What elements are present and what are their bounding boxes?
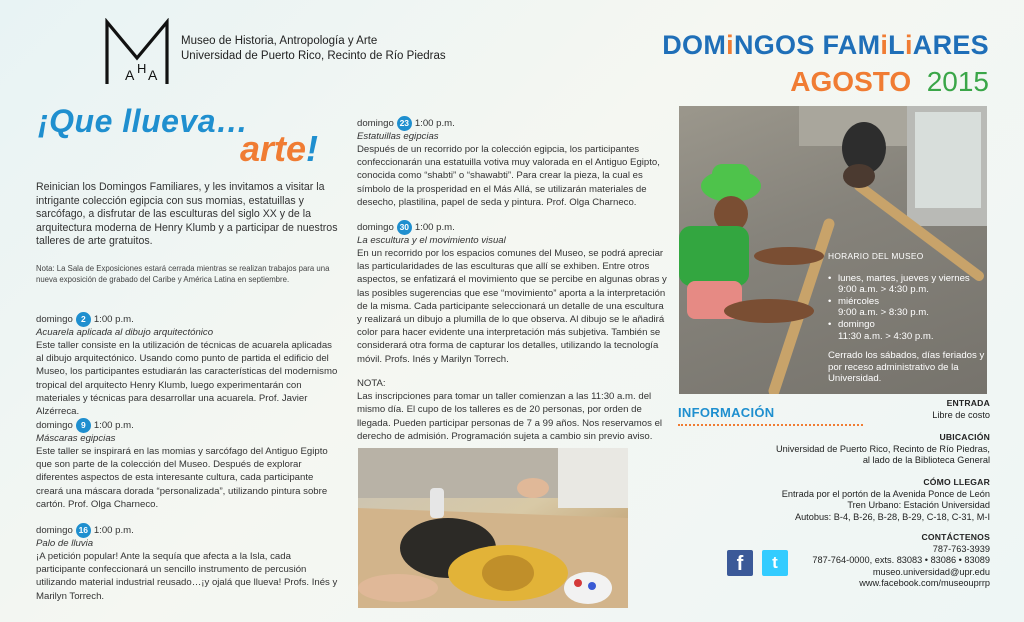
day-badge: 9 xyxy=(76,418,91,433)
day-badge: 30 xyxy=(397,220,412,235)
hours-heading: HORARIO DEL MUSEO xyxy=(828,251,924,261)
museum-hours xyxy=(828,251,988,385)
headline-line1: ¡Que llueva… xyxy=(38,103,249,139)
hours-item: • lunes, martes, jueves y viernes xyxy=(828,272,970,284)
ubicacion-line1: Universidad de Puerto Rico, Recinto de Río Piedras, xyxy=(776,443,990,454)
llegar-line2: Tren Urbano: Estación Universidad xyxy=(847,500,990,511)
series-title-part: ARES xyxy=(912,30,989,60)
series-title-accent: i xyxy=(726,30,734,60)
hours-item: • domingo xyxy=(828,318,875,330)
session-time: 1:00 p.m. xyxy=(93,525,134,536)
session-time: 1:00 p.m. xyxy=(414,118,455,129)
hours-time: 9:00 a.m. > 4:30 p.m. xyxy=(838,284,929,296)
series-title-part: L xyxy=(888,30,905,60)
info-divider xyxy=(678,424,863,426)
session-aug-30 xyxy=(357,220,667,366)
day-badge: 16 xyxy=(76,523,91,538)
series-title-part: NGOS FAM xyxy=(733,30,881,60)
session-aug-9 xyxy=(36,418,342,511)
session-prefix: domingo xyxy=(36,314,73,325)
series-title xyxy=(611,30,989,61)
series-title-accent: i xyxy=(880,30,889,60)
hours-item: • miércoles xyxy=(828,295,880,307)
month: AGOSTO xyxy=(790,66,912,97)
intro-paragraph: Reinician los Domingos Familiares, y les invitamos a visitar la intrigante colección egipcia con sus momias, estatuillas y sarcófago, a disfrutar de las esculturas del siglo XX y de la arquitectura moderna de Henry Klumb y a participar de nuestros talleres de arte gratuitos. xyxy=(36,181,338,248)
llegar-line3: Autobus: B-4, B-26, B-28, B-29, C-18, C-31, M-I xyxy=(794,511,990,522)
series-title-accent: i xyxy=(904,30,913,60)
photo-bottom-illustration xyxy=(358,448,628,608)
info-como-llegar xyxy=(782,477,990,523)
session-aug-2 xyxy=(36,312,342,418)
session-title: Máscaras egipcias xyxy=(36,433,116,444)
session-title: Estatuillas egipcias xyxy=(357,131,439,142)
llegar-line1: Entrada por el portón de la Avenida Ponce de León xyxy=(781,488,990,499)
entrada-value: Libre de costo xyxy=(932,409,990,420)
logo-letter-h: H xyxy=(137,61,147,76)
ubicacion-line2: al lado de la Biblioteca General xyxy=(862,455,990,466)
museum-name-line2: Universidad de Puerto Rico, Recinto de Río Piedras xyxy=(181,50,446,62)
headline-exclamation: ! xyxy=(306,128,319,169)
headline-arte: arte xyxy=(240,128,307,169)
twitter-icon[interactable]: t xyxy=(762,550,788,576)
session-prefix: domingo xyxy=(36,525,73,536)
logo-letter-a1: A xyxy=(125,67,135,83)
facebook-icon[interactable]: f xyxy=(727,550,753,576)
month-year xyxy=(700,66,989,98)
photo-egyptian-masks xyxy=(358,448,628,608)
year: 2015 xyxy=(926,66,989,97)
contact-facebook-url[interactable]: www.facebook.com/museouprrp xyxy=(859,578,990,589)
hours-time: 11:30 a.m. > 4:30 p.m. xyxy=(838,330,934,342)
session-title: Acuarela aplicada al dibujo arquitectónico xyxy=(36,327,214,338)
series-title-part: DOM xyxy=(662,30,727,60)
session-title: Palo de lluvia xyxy=(36,538,94,549)
hours-time: 9:00 a.m. > 8:30 p.m. xyxy=(838,307,929,319)
session-time: 1:00 p.m. xyxy=(414,222,455,233)
info-ubicacion xyxy=(776,432,990,467)
session-prefix: domingo xyxy=(36,420,73,431)
session-time: 1:00 p.m. xyxy=(93,420,134,431)
session-description: ¡A petición popular! Ante la sequía que afecta a la Isla, cada participante confeccionará un sencillo instrumento de percusión utilizando material industrial reusado…¡y ojalá que llueva! Profs. Inés y Marilyn Torrech. xyxy=(36,551,338,602)
registration-note-label: NOTA: xyxy=(357,378,386,389)
session-description: Este taller se inspirará en las momias y sarcófago del Antiguo Egipto que son parte de la colección del Museo. Después de explorar diferentes aspectos de esta interesante cultura, cada participante creará una máscara dorada “personalizada”, utilizando pintura sobre cartón. Prof. Olga Charneco. xyxy=(36,446,328,510)
hours-closed: Cerrado los sábados, días feriados y por receso administrativo de la Universidad. xyxy=(828,350,985,385)
museum-name xyxy=(181,34,446,64)
exhibition-note: Nota: La Sala de Exposiciones estará cerrada mientras se realizan trabajos para una nueva exposición de grabado del Caribe y América Latina en septiembre. xyxy=(36,264,330,284)
session-aug-23 xyxy=(357,116,667,209)
registration-note xyxy=(357,377,667,443)
contact-heading: CONTÁCTENOS xyxy=(921,532,990,542)
llegar-heading: CÓMO LLEGAR xyxy=(923,477,990,487)
session-prefix: domingo xyxy=(357,118,394,129)
museum-name-line1: Museo de Historia, Antropología y Arte xyxy=(181,35,378,47)
contact-phone2: 787-764-0000, exts. 83083 • 83086 • 83089 xyxy=(812,555,990,566)
logo-letter-a2: A xyxy=(148,67,158,83)
session-description: Después de un recorrido por la colección egipcia, los participantes confeccionarán una estatuilla votiva muy valorada en el Antiguo Egipto, conocida como “shabti” o “shawabti”. Para crear la pieza, la cual es símbolo de la prosperidad en el Más Allá, se utilizarán materiales de desecho, plastilina, papel de seda y pintura. Prof. Olga Charneco. xyxy=(357,144,660,208)
museum-logo xyxy=(104,18,170,86)
day-badge: 23 xyxy=(397,116,412,131)
session-prefix: domingo xyxy=(357,222,394,233)
hours-days: miércoles xyxy=(838,295,880,307)
session-description: Este taller consiste en la utilización de técnicas de acuarela aplicadas al dibujo arquitectónico. Usando como punto de partida el edificio del Museo, los participantes estudiarán las características del modernismo tropical del arquitecto Henry Klumb, luego experimentarán con materiales y técnicas para desarrollar una acuarela. Prof. Javier Alzérreca. xyxy=(36,340,338,418)
session-time: 1:00 p.m. xyxy=(93,314,134,325)
entrada-heading: ENTRADA xyxy=(946,398,990,408)
info-entrada xyxy=(932,398,990,421)
hours-days: lunes, martes, jueves y viernes xyxy=(838,272,970,284)
info-contactenos xyxy=(812,532,990,590)
contact-email[interactable]: museo.universidad@upr.edu xyxy=(872,566,990,577)
info-title: INFORMACIÓN xyxy=(678,405,775,420)
hours-days: domingo xyxy=(838,318,875,330)
session-aug-16 xyxy=(36,523,342,603)
session-description: En un recorrido por los espacios comunes del Museo, se podrá apreciar las particularidades de las esculturas que allí se exhiben. Entre otros aspectos, se enfatizará el movimiento que se percibe en algunas obras y las posibles sugerencias que ese “movimiento” aporta a la interpretación de la misma. Cada participante seleccionará un detalle de una escultura y realizará un dibujo a plumilla de lo que observa. Al dibujo se le añadirá color para hacer evidente una interpretación más subjetiva. También se considerará otra forma de capturar los detalles, utilizando la tecnología móvil. Profs. Inés y Marilyn Torrech. xyxy=(357,248,667,365)
registration-note-text: Las inscripciones para tomar un taller comienzan a las 11:30 a.m. del mismo día. El cupo de los talleres es de 20 personas, por orden de llegada. Pueden participar personas de 7 a 99 años. Nos reservamos el derecho de admisión. Programación sujeta a cambio sin previo aviso. xyxy=(357,391,663,442)
ubicacion-heading: UBICACIÓN xyxy=(939,432,990,442)
day-badge: 2 xyxy=(76,312,91,327)
session-title: La escultura y el movimiento visual xyxy=(357,235,506,246)
headline-line2 xyxy=(240,128,318,170)
contact-phone1: 787-763-3939 xyxy=(932,543,990,554)
